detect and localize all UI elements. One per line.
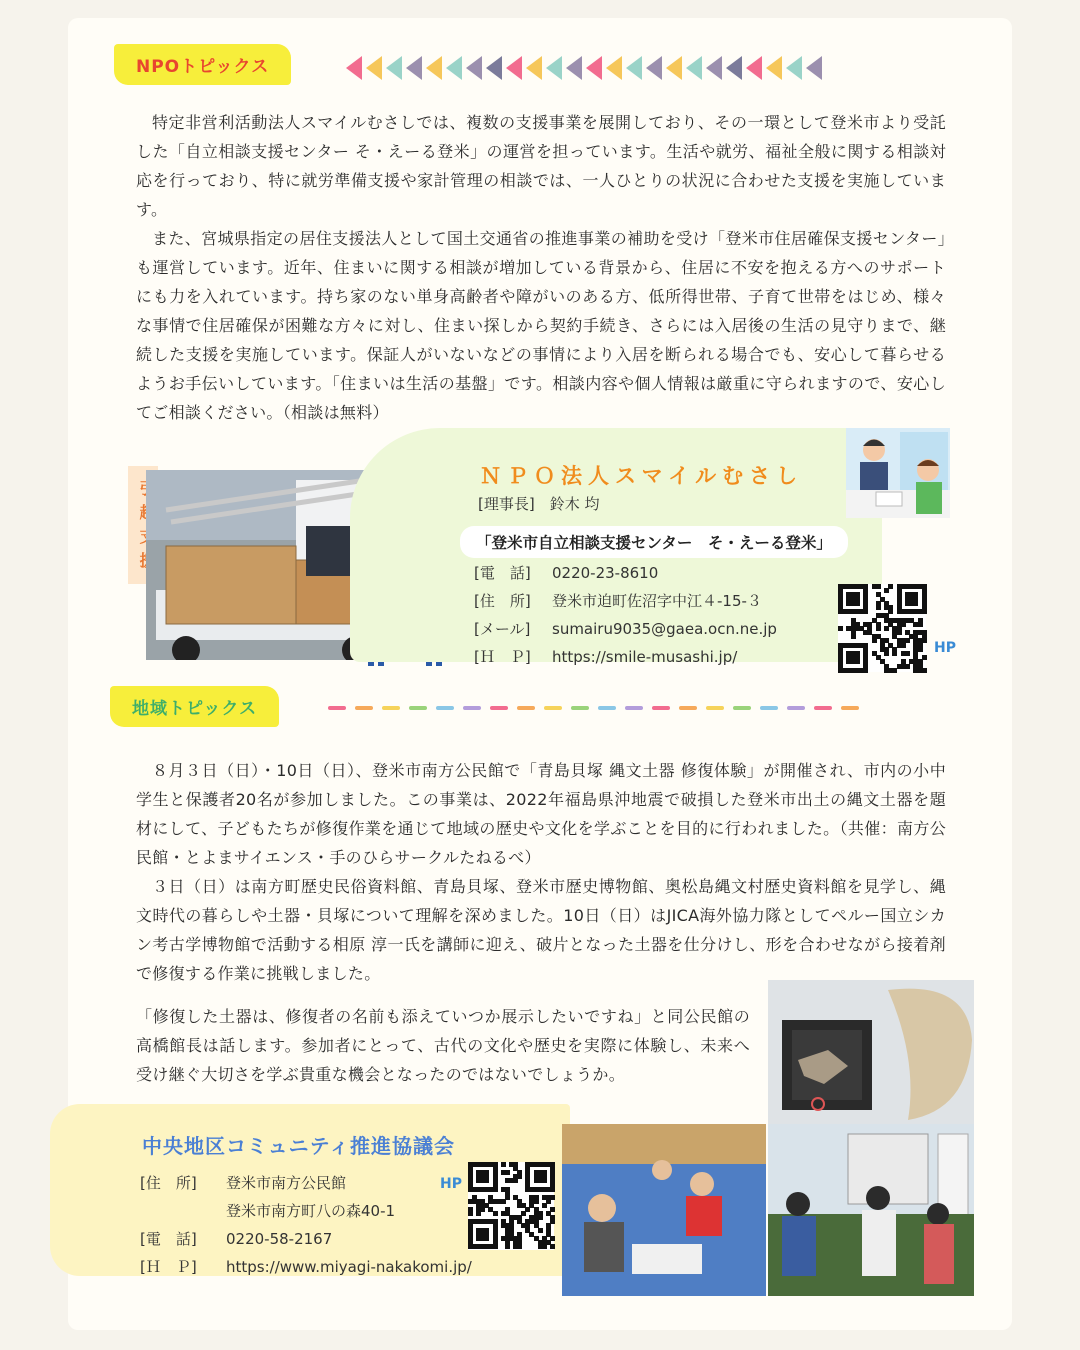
npo-hp-label: [Ｈ Ｐ] xyxy=(474,648,531,666)
flag-shape xyxy=(486,56,502,80)
qr-module xyxy=(892,668,897,673)
council-address-row-2 xyxy=(226,1200,395,1221)
qr-module xyxy=(863,668,868,673)
qr-module xyxy=(501,1199,506,1204)
npo-hp-link[interactable]: https://smile-musashi.jp/ xyxy=(552,648,738,666)
qr-module xyxy=(542,1203,547,1208)
qr-module xyxy=(863,609,868,614)
qr-module xyxy=(901,643,906,648)
npo-tel-value: 0220-23-8610 xyxy=(552,564,659,582)
flag-shape xyxy=(506,56,522,80)
dash-segment xyxy=(625,706,643,710)
flag-shape xyxy=(746,56,762,80)
flag-shape xyxy=(406,56,422,80)
flag-shape xyxy=(726,56,742,80)
workshop-photo xyxy=(562,1124,766,1296)
qr-module xyxy=(538,1228,543,1233)
npo-tel-row xyxy=(474,562,658,583)
local-quote: 「修復した土器は、修復者の名前も添えていつか展示したいですね」と同公民館の高橋館長は話します。参加者にとって、古代の文化や歴史を実際に体験し、未来へ受け継ぐ大切さを学ぶ貴重な機会となったのではないでしょうか。 xyxy=(136,1007,750,1084)
dash-segment xyxy=(517,706,535,710)
local-quote-text xyxy=(136,1002,750,1089)
dash-segment xyxy=(733,706,751,710)
qr-module xyxy=(855,601,860,606)
qr-module xyxy=(838,626,843,631)
pottery-repair-photo xyxy=(768,980,974,1124)
qr-module xyxy=(484,1236,489,1241)
council-tel-row xyxy=(140,1228,332,1249)
npo-hp-qr-label: HP xyxy=(934,640,956,656)
npo-mail-row xyxy=(474,618,777,639)
dash-segment xyxy=(679,706,697,710)
council-address-row xyxy=(140,1172,346,1193)
flag-shape xyxy=(646,56,662,80)
dash-segment xyxy=(382,706,400,710)
dash-segment xyxy=(814,706,832,710)
qr-module xyxy=(876,605,881,610)
qr-module xyxy=(884,651,889,656)
dash-segment xyxy=(328,706,346,710)
dash-segment xyxy=(544,706,562,710)
qr-module xyxy=(892,651,897,656)
center-name-badge: 「登米市自立相談支援センター そ・えーる登米」 xyxy=(460,526,848,558)
npo-paragraph-1: 特定非営利活動法人スマイルむさしでは、複数の支援事業を展開しており、その一環として登米市より受託した「自立相談支援センター そ・えーる登米」の運営を担っています。生活や就労、福祉全般に関する相談対応を行っており、特に就労準備支援や家計管理の相談では、一人ひとりの状況に合わせた支援を実施しています。 xyxy=(136,113,946,219)
dash-segment xyxy=(598,706,616,710)
npo-address-row xyxy=(474,590,762,611)
qr-module xyxy=(513,1178,518,1183)
council-hp-label: [Ｈ Ｐ] xyxy=(140,1258,197,1276)
dash-segment xyxy=(490,706,508,710)
flag-shape xyxy=(426,56,442,80)
council-hp-qr-label: HP xyxy=(440,1176,462,1192)
qr-module xyxy=(872,638,877,643)
flag-shape xyxy=(526,56,542,80)
flag-shape xyxy=(546,56,562,80)
npo-mail-label: [メール] xyxy=(474,620,531,638)
council-address-line1: 登米市南方公民館 xyxy=(226,1174,347,1192)
npo-topics-tag: NPOトピックス xyxy=(114,44,291,85)
qr-module xyxy=(550,1244,555,1249)
qr-module xyxy=(922,668,927,673)
npo-address-value: 登米市迫町佐沼字中江４-15-３ xyxy=(552,592,762,610)
qr-module xyxy=(905,664,910,669)
qr-module xyxy=(876,584,881,589)
qr-module xyxy=(476,1211,481,1216)
flag-shape xyxy=(566,56,582,80)
npo-tel-label: [電 話] xyxy=(474,564,531,582)
npo-hp-row xyxy=(474,646,737,667)
npo-body-text xyxy=(136,108,946,427)
qr-module xyxy=(855,659,860,664)
flag-shape xyxy=(586,56,602,80)
qr-module xyxy=(493,1244,498,1249)
flag-garland-decoration xyxy=(346,56,822,80)
council-address-line2: 登米市南方町八の森40-1 xyxy=(226,1202,396,1220)
council-tel-value: 0220-58-2167 xyxy=(226,1230,333,1248)
qr-module xyxy=(501,1162,506,1167)
dash-segment xyxy=(652,706,670,710)
flag-shape xyxy=(666,56,682,80)
dash-segment xyxy=(355,706,373,710)
qr-module xyxy=(884,588,889,593)
dash-segment xyxy=(787,706,805,710)
local-topics-tag: 地域トピックス xyxy=(110,686,279,727)
flag-shape xyxy=(806,56,822,80)
site-visit-photo xyxy=(768,1124,974,1296)
dash-segment xyxy=(841,706,859,710)
npo-org-name: ＮＰＯ法人スマイルむさし xyxy=(480,464,804,488)
flag-shape xyxy=(346,56,362,80)
npo-paragraph-2: また、宮城県指定の居住支援法人として国土交通省の推進事業の補助を受け「登米市住居確保支援センター」も運営しています。近年、住まいに関する相談が増加している背景から、住居に不安を抱える方へのサポートにも力を入れています。持ち家のない単身高齢者や障がいのある方、低所得世帯、子育て世帯をはじめ、様々な事情で住居確保が困難な方々に対し、住まい探しから契約手続き、さらには入居後の生活の見守りまで、継続した支援を実施しています。保証人がいないなどの事情により入居を断られる場合でも、安心して暮らせるようお手伝いしています。「住まいは生活の基盤」です。相談内容や個人情報は厳重に守られますので、安心してご相談ください。（相談は無料） xyxy=(136,229,946,422)
flag-shape xyxy=(446,56,462,80)
flag-shape xyxy=(766,56,782,80)
flag-shape xyxy=(386,56,402,80)
dash-segment xyxy=(760,706,778,710)
qr-module xyxy=(505,1170,510,1175)
council-address-label: [住 所] xyxy=(140,1174,197,1192)
local-paragraph-2: ３日（日）は南方町歴史民俗資料館、青島貝塚、登米市歴史博物館、奥松島縄文村歴史資料館を見学し、縄文時代の暮らしや土器・貝塚について理解を深めました。10日（日）はJICA海外協力隊としてペルー国立シカン考古学博物館で活動する相原 淳一氏を講師に迎え、破片となった土器を仕分けし、形を合わせながら接着剤で修復する作業に挑戦しました。 xyxy=(136,877,946,983)
council-qr-code[interactable] xyxy=(468,1162,554,1250)
flag-shape xyxy=(686,56,702,80)
flag-shape xyxy=(606,56,622,80)
qr-module xyxy=(913,601,918,606)
qr-module xyxy=(876,626,881,631)
qr-module xyxy=(484,1178,489,1183)
council-title: 中央地区コミュニティ推進協議会 xyxy=(142,1134,455,1158)
qr-module xyxy=(918,622,923,627)
flag-shape xyxy=(706,56,722,80)
qr-module xyxy=(922,609,927,614)
qr-module xyxy=(517,1244,522,1249)
qr-module xyxy=(550,1187,555,1192)
flag-shape xyxy=(366,56,382,80)
npo-mail-link[interactable]: sumairu9035@gaea.ocn.ne.jp xyxy=(552,620,777,638)
flag-shape xyxy=(466,56,482,80)
qr-module xyxy=(905,651,910,656)
dash-segment xyxy=(571,706,589,710)
qr-module xyxy=(851,634,856,639)
qr-module xyxy=(468,1211,473,1216)
qr-module xyxy=(505,1244,510,1249)
dashed-divider-decoration xyxy=(328,706,859,710)
dash-segment xyxy=(436,706,454,710)
npo-director: [理事長] 鈴木 均 xyxy=(478,495,600,513)
consultation-illustration xyxy=(846,428,950,518)
local-body-text xyxy=(136,756,946,988)
council-hp-row xyxy=(140,1256,472,1277)
qr-module xyxy=(542,1244,547,1249)
flag-shape xyxy=(626,56,642,80)
qr-module xyxy=(884,626,889,631)
qr-module xyxy=(493,1187,498,1192)
npo-qr-code[interactable] xyxy=(838,584,926,672)
dash-segment xyxy=(706,706,724,710)
local-paragraph-1: ８月３日（日）・10日（日）、登米市南方公民館で「青島貝塚 縄文土器 修復体験」が開催され、市内の小中学生と保護者20名が参加しました。この事業は、2022年福島県沖地震で破損した登米市出土の縄文土器を題材にして、子どもたちが修復作業を通じて地域の歴史や文化を学ぶことを目的に行われました。（共催：南方公民館・とよまサイエンス・手のひらサークルたねるべ） xyxy=(136,761,946,867)
flag-shape xyxy=(786,56,802,80)
qr-module xyxy=(542,1178,547,1183)
dash-segment xyxy=(409,706,427,710)
qr-module xyxy=(493,1211,498,1216)
dash-segment xyxy=(463,706,481,710)
council-hp-link[interactable]: https://www.miyagi-nakakomi.jp/ xyxy=(226,1258,472,1276)
council-tel-label: [電 話] xyxy=(140,1230,197,1248)
npo-address-label: [住 所] xyxy=(474,592,531,610)
